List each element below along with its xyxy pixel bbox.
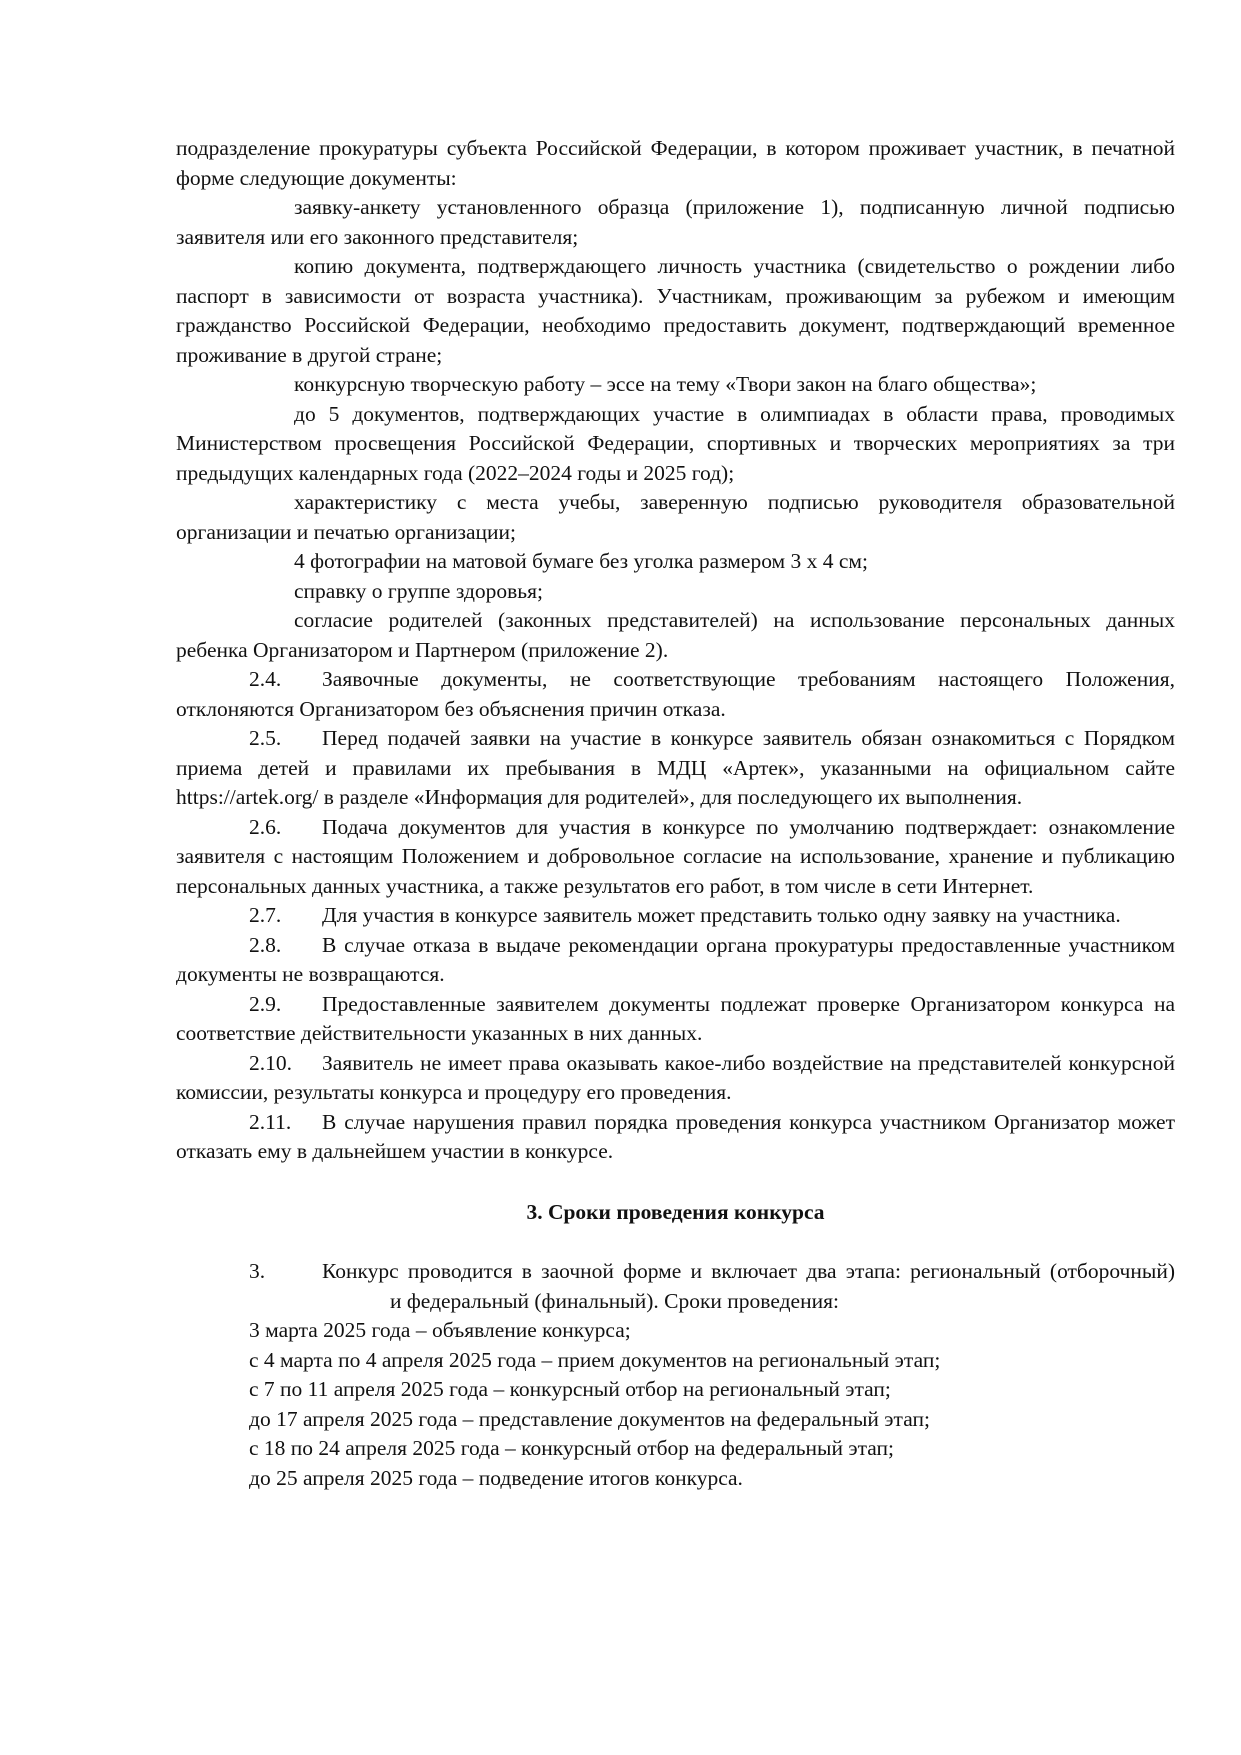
date-item: до 25 апреля 2025 года – подведение итогов конкурса. [249, 1465, 743, 1490]
clause-text: Предоставленные заявителем документы подлежат проверке Организатором конкурса на соответствие действительности указанных в них данных. [176, 991, 1175, 1045]
clause-2-4 [176, 665, 1175, 724]
date-item: с 4 марта по 4 апреля 2025 года – прием документов на региональный этап; [249, 1347, 941, 1372]
clause-number: 2.10. [249, 1050, 292, 1075]
date-item: с 18 по 24 апреля 2025 года – конкурсный отбор на федеральный этап; [249, 1436, 894, 1460]
clause-number: 2.4. [249, 667, 282, 691]
clause-text: Перед подачей заявки на участие в конкурсе заявитель обязан ознакомиться с Порядком приема детей и правилами их пребывания в МДЦ «Артек», указанными на официальном сайте https://artek.org/ в разделе «Информация для родителей», для последующего их выполнения. [176, 726, 1175, 809]
doc-item-application-form: заявку-анкету установленного образца (приложение 1), подписанную личной подписью заявителя или его законного представителя; [176, 195, 1175, 249]
date-item: с 7 по 11 апреля 2025 года – конкурсный отбор на региональный этап; [249, 1377, 891, 1401]
clause-number: 2.11. [249, 1109, 292, 1134]
clause-number: 2.6. [249, 814, 282, 839]
clause-number: 2.8. [249, 932, 282, 957]
intro-lead: подразделение прокуратуры субъекта Российской Федерации, в котором проживает участник, в печатной форме следующие документы: [176, 136, 1175, 190]
clause-text: Заявитель не имеет права оказывать какое-либо воздействие на представителей конкурсной комиссии, результаты конкурса и процедуру его проведения. [176, 1050, 1175, 1104]
clause-2-9 [176, 990, 1175, 1049]
clause-text: Подача документов для участия в конкурсе по умолчанию подтверждает: ознакомление заявителя с настоящим Положением и добровольное согласие на использование, хранение и публикацию персональных данных участника, а также результатов его работ, в том числе в сети Интернет. [176, 814, 1175, 898]
clause-2-8 [176, 931, 1175, 990]
clause-text: В случае отказа в выдаче рекомендации органа прокуратуры предоставленные участником документы не возвращаются. [176, 932, 1175, 986]
section-3-lead-part2: и федеральный (финальный). Сроки проведения: [390, 1288, 839, 1313]
doc-item-parental-consent: согласие родителей (законных представителей) на использование персональных данных ребенка Организатором и Партнером (приложение 2). [176, 608, 1175, 662]
clause-2-10 [176, 1049, 1175, 1108]
clause-number: 2.5. [249, 726, 282, 750]
doc-item-essay: конкурсную творческую работу – эссе на тему «Твори закон на благо общества»; [294, 372, 1037, 396]
doc-item-olympiad-documents: до 5 документов, подтверждающих участие в олимпиадах в области права, проводимых Министерством просвещения Российской Федерации, спортивных и творческих мероприятиях за три предыдущих календарных года (2022–2024 годы и 2025 год); [176, 401, 1175, 485]
section-3-lead-part1: Конкурс проводится в заочной форме и включает два этапа: региональный (отборочный) [322, 1259, 1175, 1283]
section-heading: 3. Сроки проведения конкурса [526, 1199, 825, 1224]
date-item: 3 марта 2025 года – объявление конкурса; [249, 1318, 631, 1342]
clause-number: 2.7. [249, 903, 282, 927]
clause-2-11 [176, 1108, 1175, 1167]
clause-text: В случае нарушения правил порядка проведения конкурса участником Организатор может отказать ему в дальнейшем участии в конкурсе. [176, 1109, 1175, 1163]
clause-number: 3. [249, 1259, 266, 1283]
doc-item-photos: 4 фотографии на матовой бумаге без уголка размером 3 х 4 см; [294, 549, 869, 573]
date-item: до 17 апреля 2025 года – представление документов на федеральный этап; [249, 1406, 930, 1431]
document-body [176, 134, 1175, 1493]
clause-text: Для участия в конкурсе заявитель может представить только одну заявку на участника. [322, 903, 1121, 927]
clause-text: Заявочные документы, не соответствующие требованиям настоящего Положения, отклоняются Организатором без объяснения причин отказа. [176, 667, 1175, 721]
section-3-lead [176, 1257, 1175, 1316]
clause-2-7 [176, 901, 1175, 931]
clause-number: 2.9. [249, 991, 282, 1016]
doc-item-health-certificate: справку о группе здоровья; [294, 578, 543, 603]
doc-item-school-reference: характеристику с места учебы, заверенную подписью руководителя образовательной организации и печатью организации; [176, 490, 1175, 544]
clause-2-6 [176, 813, 1175, 902]
clause-2-5 [176, 724, 1175, 813]
doc-item-identity-copy: копию документа, подтверждающего личность участника (свидетельство о рождении либо паспорт в зависимости от возраста участника). Участникам, проживающим за рубежом и имеющим гражданство Российской Федерации, необходимо предоставить документ, подтверждающий временное проживание в другой стране; [176, 254, 1175, 367]
